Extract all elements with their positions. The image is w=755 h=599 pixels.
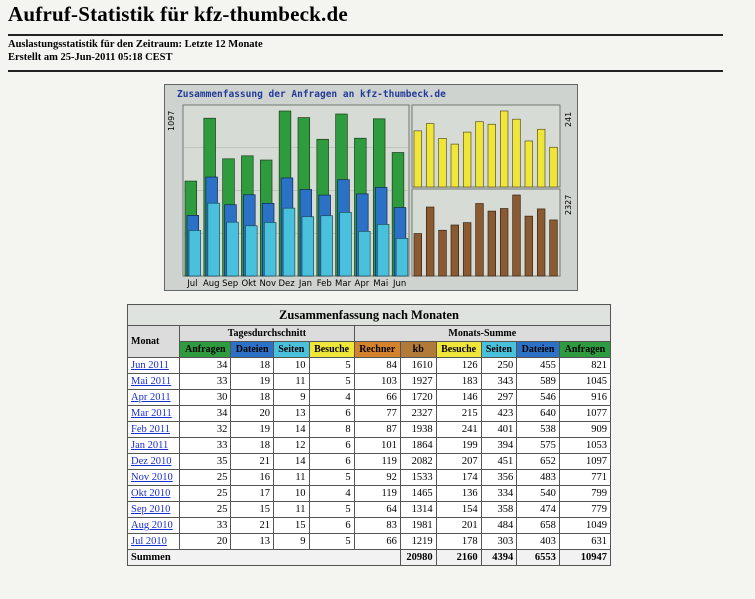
table-cell: 101 — [354, 438, 400, 454]
bar-seiten — [321, 216, 333, 276]
table-cell: 241 — [436, 422, 481, 438]
x-tick-label: Apr — [354, 279, 370, 289]
table-cell: 154 — [436, 502, 481, 518]
table-cell: 358 — [481, 502, 517, 518]
page-title: Aufruf-Statistik für kfz-thumbeck.de — [8, 2, 348, 26]
bar-seiten — [359, 231, 371, 276]
month-cell — [128, 374, 180, 390]
table-cell: 13 — [274, 406, 310, 422]
bar-seiten — [264, 222, 276, 276]
table-cell: 21 — [231, 454, 274, 470]
table-cell: 14 — [274, 422, 310, 438]
table-cell: 6 — [309, 406, 354, 422]
month-cell — [128, 518, 180, 534]
table-cell: 25 — [180, 486, 231, 502]
table-cell: 540 — [517, 486, 560, 502]
table-cell: 33 — [180, 374, 231, 390]
bar-seiten — [189, 230, 201, 276]
table-cell: 5 — [309, 502, 354, 518]
bar-kb — [513, 195, 521, 276]
table-cell: 356 — [481, 470, 517, 486]
table-cell: 119 — [354, 486, 400, 502]
month-link[interactable]: Jun 2011 — [131, 360, 169, 371]
table-row — [128, 358, 611, 374]
bar-besuche — [426, 124, 434, 187]
table-cell: 5 — [309, 374, 354, 390]
table-cell: 18 — [231, 438, 274, 454]
table-cell: 21 — [231, 518, 274, 534]
summary-label: Summen — [128, 550, 401, 566]
table-cell: 6 — [309, 454, 354, 470]
bar-kb — [550, 220, 558, 276]
bar-kb — [525, 216, 533, 276]
report-info — [8, 38, 263, 64]
x-tick-label: Okt — [241, 279, 257, 289]
month-cell — [128, 358, 180, 374]
table-cell: 66 — [354, 534, 400, 550]
table-cell: 1938 — [400, 422, 436, 438]
col-monats-besuche: Besuche — [436, 342, 481, 358]
table-cell: 34 — [180, 358, 231, 374]
summary-chart — [164, 84, 578, 291]
x-tick-label: Sep — [222, 279, 239, 289]
divider-top — [8, 34, 723, 36]
table-cell: 18 — [231, 390, 274, 406]
bar-kb — [500, 209, 508, 276]
table-cell: 136 — [436, 486, 481, 502]
summary-cell: 20980 — [400, 550, 436, 566]
table-cell: 66 — [354, 390, 400, 406]
month-link[interactable]: Jan 2011 — [131, 440, 169, 451]
month-link[interactable]: Dez 2010 — [131, 456, 172, 467]
table-cell: 5 — [309, 358, 354, 374]
month-link[interactable]: Apr 2011 — [131, 392, 171, 403]
table-cell: 64 — [354, 502, 400, 518]
bar-seiten — [208, 203, 220, 276]
chart-title: Zusammenfassung der Anfragen an kfz-thumbeck.de — [177, 89, 446, 100]
col-monats-seiten: Seiten — [481, 342, 517, 358]
bar-besuche — [439, 138, 447, 187]
table-cell: 1053 — [559, 438, 610, 454]
table-cell: 821 — [559, 358, 610, 374]
col-monat: Monat — [128, 326, 180, 358]
table-row — [128, 422, 611, 438]
table-cell: 1049 — [559, 518, 610, 534]
table-cell: 19 — [231, 422, 274, 438]
table-cell: 11 — [274, 470, 310, 486]
col-tages-seiten: Seiten — [274, 342, 310, 358]
table-row — [128, 502, 611, 518]
chart-svg — [165, 85, 577, 290]
bar-seiten — [340, 212, 352, 276]
table-cell: 658 — [517, 518, 560, 534]
month-cell — [128, 486, 180, 502]
month-cell — [128, 534, 180, 550]
col-monats-dateien: Dateien — [517, 342, 560, 358]
table-cell: 909 — [559, 422, 610, 438]
bar-besuche — [513, 119, 521, 187]
table-cell: 9 — [274, 534, 310, 550]
table-cell: 183 — [436, 374, 481, 390]
bar-kb — [488, 211, 496, 276]
month-cell — [128, 470, 180, 486]
table-cell: 652 — [517, 454, 560, 470]
divider-bottom — [8, 70, 723, 72]
table-cell: 83 — [354, 518, 400, 534]
table-cell: 779 — [559, 502, 610, 518]
table-cell: 11 — [274, 374, 310, 390]
bar-kb — [451, 225, 459, 276]
table-cell: 401 — [481, 422, 517, 438]
x-tick-label: Feb — [316, 279, 332, 289]
report-period: Auslastungsstatistik für den Zeitraum: Letzte 12 Monate — [8, 39, 263, 50]
table-cell: 1864 — [400, 438, 436, 454]
table-row — [128, 470, 611, 486]
summary-row — [128, 550, 611, 566]
bar-kb — [476, 204, 484, 276]
table-caption: Zusammenfassung nach Monaten — [128, 305, 611, 326]
x-tick-label: Jan — [298, 279, 312, 289]
table-row — [128, 486, 611, 502]
table-cell: 201 — [436, 518, 481, 534]
table-cell: 19 — [231, 374, 274, 390]
table-cell: 1097 — [559, 454, 610, 470]
table-cell: 334 — [481, 486, 517, 502]
table-cell: 423 — [481, 406, 517, 422]
month-link[interactable]: Mar 2011 — [131, 408, 172, 419]
table-row — [128, 534, 611, 550]
table-cell: 303 — [481, 534, 517, 550]
table-cell: 146 — [436, 390, 481, 406]
report-created: Erstellt am 25-Jun-2011 05:18 CEST — [8, 52, 173, 63]
table-cell: 4 — [309, 390, 354, 406]
table-cell: 483 — [517, 470, 560, 486]
table-cell: 2327 — [400, 406, 436, 422]
table-cell: 34 — [180, 406, 231, 422]
group-monats-summe: Monats-Summe — [354, 326, 610, 342]
table-cell: 174 — [436, 470, 481, 486]
month-link[interactable]: Okt 2010 — [131, 488, 171, 499]
x-tick-label: Dez — [278, 279, 295, 289]
summary-cell: 6553 — [517, 550, 560, 566]
table-cell: 1533 — [400, 470, 436, 486]
bar-besuche — [476, 122, 484, 187]
bar-besuche — [537, 129, 545, 187]
month-cell — [128, 454, 180, 470]
table-cell: 474 — [517, 502, 560, 518]
bar-kb — [463, 223, 471, 276]
table-cell: 25 — [180, 470, 231, 486]
bar-kb — [439, 230, 447, 276]
table-cell: 15 — [231, 502, 274, 518]
bar-besuche — [463, 132, 471, 187]
monthly-summary-table — [127, 304, 611, 566]
table-row — [128, 374, 611, 390]
table-cell: 1981 — [400, 518, 436, 534]
table-row — [128, 518, 611, 534]
bar-besuche — [488, 124, 496, 187]
bar-kb — [537, 209, 545, 276]
x-tick-label: Mai — [373, 279, 389, 289]
table-cell: 14 — [274, 454, 310, 470]
bar-seiten — [377, 224, 389, 276]
table-cell: 5 — [309, 534, 354, 550]
table-cell: 16 — [231, 470, 274, 486]
table-cell: 394 — [481, 438, 517, 454]
table-cell: 916 — [559, 390, 610, 406]
table-cell: 25 — [180, 502, 231, 518]
bar-kb — [426, 207, 434, 276]
right-bottom-axis-label: 2327 — [564, 194, 573, 215]
table-cell: 771 — [559, 470, 610, 486]
col-tages-anfragen: Anfragen — [180, 342, 231, 358]
table-cell: 455 — [517, 358, 560, 374]
month-cell — [128, 406, 180, 422]
month-link[interactable]: Sep 2010 — [131, 504, 171, 515]
table-cell: 215 — [436, 406, 481, 422]
table-cell: 297 — [481, 390, 517, 406]
table-subheader — [128, 342, 611, 358]
month-cell — [128, 502, 180, 518]
table-cell: 35 — [180, 454, 231, 470]
table-cell: 1465 — [400, 486, 436, 502]
left-axis-label: 1097 — [167, 110, 176, 131]
table-cell: 1045 — [559, 374, 610, 390]
table-cell: 15 — [274, 518, 310, 534]
table-cell: 33 — [180, 438, 231, 454]
table-cell: 17 — [231, 486, 274, 502]
col-monats-kb: kb — [400, 342, 436, 358]
table-cell: 484 — [481, 518, 517, 534]
table-row — [128, 390, 611, 406]
col-monats-rechner: Rechner — [354, 342, 400, 358]
bar-seiten — [227, 222, 239, 276]
table-cell: 126 — [436, 358, 481, 374]
bar-seiten — [283, 208, 295, 276]
table-cell: 87 — [354, 422, 400, 438]
bar-besuche — [414, 131, 422, 187]
table-cell: 199 — [436, 438, 481, 454]
month-link[interactable]: Feb 2011 — [131, 424, 170, 435]
table-cell: 1610 — [400, 358, 436, 374]
table-cell: 1219 — [400, 534, 436, 550]
table-cell: 10 — [274, 486, 310, 502]
table-cell: 20 — [180, 534, 231, 550]
table-row — [128, 406, 611, 422]
month-cell — [128, 390, 180, 406]
table-cell: 589 — [517, 374, 560, 390]
x-tick-label: Mar — [335, 279, 352, 289]
table-cell: 250 — [481, 358, 517, 374]
table-cell: 546 — [517, 390, 560, 406]
table-cell: 30 — [180, 390, 231, 406]
x-tick-label: Jun — [392, 279, 407, 289]
table-cell: 1927 — [400, 374, 436, 390]
table-cell: 33 — [180, 518, 231, 534]
table-cell: 103 — [354, 374, 400, 390]
table-cell: 84 — [354, 358, 400, 374]
table-cell: 2082 — [400, 454, 436, 470]
table-cell: 799 — [559, 486, 610, 502]
bar-besuche — [500, 111, 508, 187]
x-tick-label: Jul — [187, 279, 198, 289]
table-row — [128, 438, 611, 454]
col-monats-anfragen: Anfragen — [559, 342, 610, 358]
table-cell: 451 — [481, 454, 517, 470]
table-row — [128, 454, 611, 470]
bar-seiten — [246, 226, 258, 276]
table-cell: 11 — [274, 502, 310, 518]
table-cell: 403 — [517, 534, 560, 550]
group-tagesdurchschnitt: Tagesdurchschnitt — [180, 326, 354, 342]
right-top-axis-label: 241 — [564, 111, 573, 127]
table-cell: 6 — [309, 518, 354, 534]
month-cell — [128, 422, 180, 438]
month-link[interactable]: Aug 2010 — [131, 520, 173, 531]
table-cell: 1720 — [400, 390, 436, 406]
table-cell: 92 — [354, 470, 400, 486]
month-link[interactable]: Jul 2010 — [131, 536, 167, 547]
table-cell: 178 — [436, 534, 481, 550]
table-cell: 10 — [274, 358, 310, 374]
bar-besuche — [525, 141, 533, 187]
table-cell: 20 — [231, 406, 274, 422]
table-cell: 631 — [559, 534, 610, 550]
month-link[interactable]: Nov 2010 — [131, 472, 173, 483]
summary-cell: 4394 — [481, 550, 517, 566]
table-cell: 640 — [517, 406, 560, 422]
table-cell: 12 — [274, 438, 310, 454]
bar-seiten — [302, 217, 314, 276]
table-cell: 343 — [481, 374, 517, 390]
summary-cell: 10947 — [559, 550, 610, 566]
table-cell: 32 — [180, 422, 231, 438]
month-link[interactable]: Mai 2011 — [131, 376, 172, 387]
col-tages-dateien: Dateien — [231, 342, 274, 358]
summary-cell: 2160 — [436, 550, 481, 566]
bar-besuche — [550, 147, 558, 187]
table-cell: 119 — [354, 454, 400, 470]
table-cell: 1314 — [400, 502, 436, 518]
table-cell: 18 — [231, 358, 274, 374]
table-cell: 13 — [231, 534, 274, 550]
x-tick-label: Nov — [259, 279, 277, 289]
table-cell: 8 — [309, 422, 354, 438]
month-cell — [128, 438, 180, 454]
table-cell: 6 — [309, 438, 354, 454]
table-cell: 9 — [274, 390, 310, 406]
bar-seiten — [396, 238, 408, 276]
table-cell: 4 — [309, 486, 354, 502]
table-cell: 538 — [517, 422, 560, 438]
col-tages-besuche: Besuche — [309, 342, 354, 358]
table-cell: 77 — [354, 406, 400, 422]
x-tick-label: Aug — [202, 279, 220, 289]
bar-besuche — [451, 144, 459, 187]
table-cell: 207 — [436, 454, 481, 470]
table-cell: 575 — [517, 438, 560, 454]
table-cell: 1077 — [559, 406, 610, 422]
table-cell: 5 — [309, 470, 354, 486]
bar-kb — [414, 234, 422, 276]
